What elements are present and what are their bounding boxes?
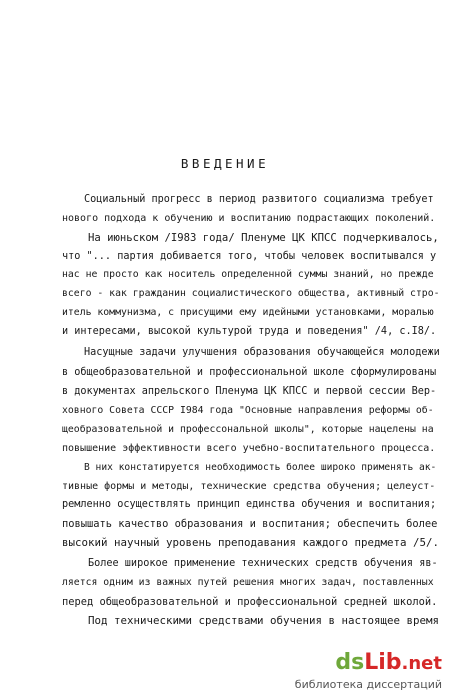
text-line: Более широкое применение технических средств обучения яв- [88,558,438,569]
text-line: и интересами, высокой культурой труда и поведения" /4, с.I8/. [62,326,437,337]
text-line: нас не просто как носитель определенной суммы знаний, но прежде [62,269,434,280]
text-line: тивные формы и методы, технические средства обучения; целеуст- [62,481,436,492]
text-line: что "... партия добивается того, чтобы человек воспитывался у [62,251,437,262]
text-line: ляется одним из важных путей решения многих задач, поставленных [62,577,434,588]
text-line: щеобразовательной и профессональной школы", которые нацелены на [62,424,434,435]
text-line: Социальный прогресс в период развитого социализма требует [84,194,434,205]
text-line: повышать качество образования и воспитания; обеспечить более [62,518,438,530]
text-line: На июньском /I983 года/ Пленуме ЦК КПСС подчеркивалось, [88,232,439,244]
text-line: ремленно осуществлять принцип единства обучения и воспитания; [62,499,437,510]
watermark-logo: dsLib.net [335,650,442,675]
text-line: высокий научный уровень преподавания каждого предмета /5/. [62,536,440,549]
text-line: повышение эффективности всего учебно-воспитательного процесса. [62,443,436,454]
text-line: итель коммунизма, с присущими ему идейными установками, моралью [62,307,434,318]
watermark [295,651,442,691]
text-line: В них констатируется необходимость более широко применять ак- [84,462,437,473]
watermark-subtitle: библиотека диссертаций [294,678,442,691]
text-line: Под техническими средствами обучения в настоящее время [88,614,440,627]
text-line: перед общеобразовательной и профессиональной средней школой. [62,596,438,608]
section-heading: ВВЕДЕНИЕ [180,156,270,171]
text-line: Насущные задачи улучшения образования обучающейся молодежи [84,347,440,358]
text-line: ховного Совета СССР I984 года "Основные направления реформы об- [62,405,434,416]
text-line: в документах апрельского Пленума ЦК КПСС и первой сессии Вер- [62,386,437,397]
text-line: нового подхода к обучению и воспитанию подрастающих поколений. [62,213,436,224]
text-line: в общеобразовательной и профессиональной школе сформулированы [62,367,437,378]
text-line: всего - как гражданин социалистического общества, активный стро- [62,288,440,299]
